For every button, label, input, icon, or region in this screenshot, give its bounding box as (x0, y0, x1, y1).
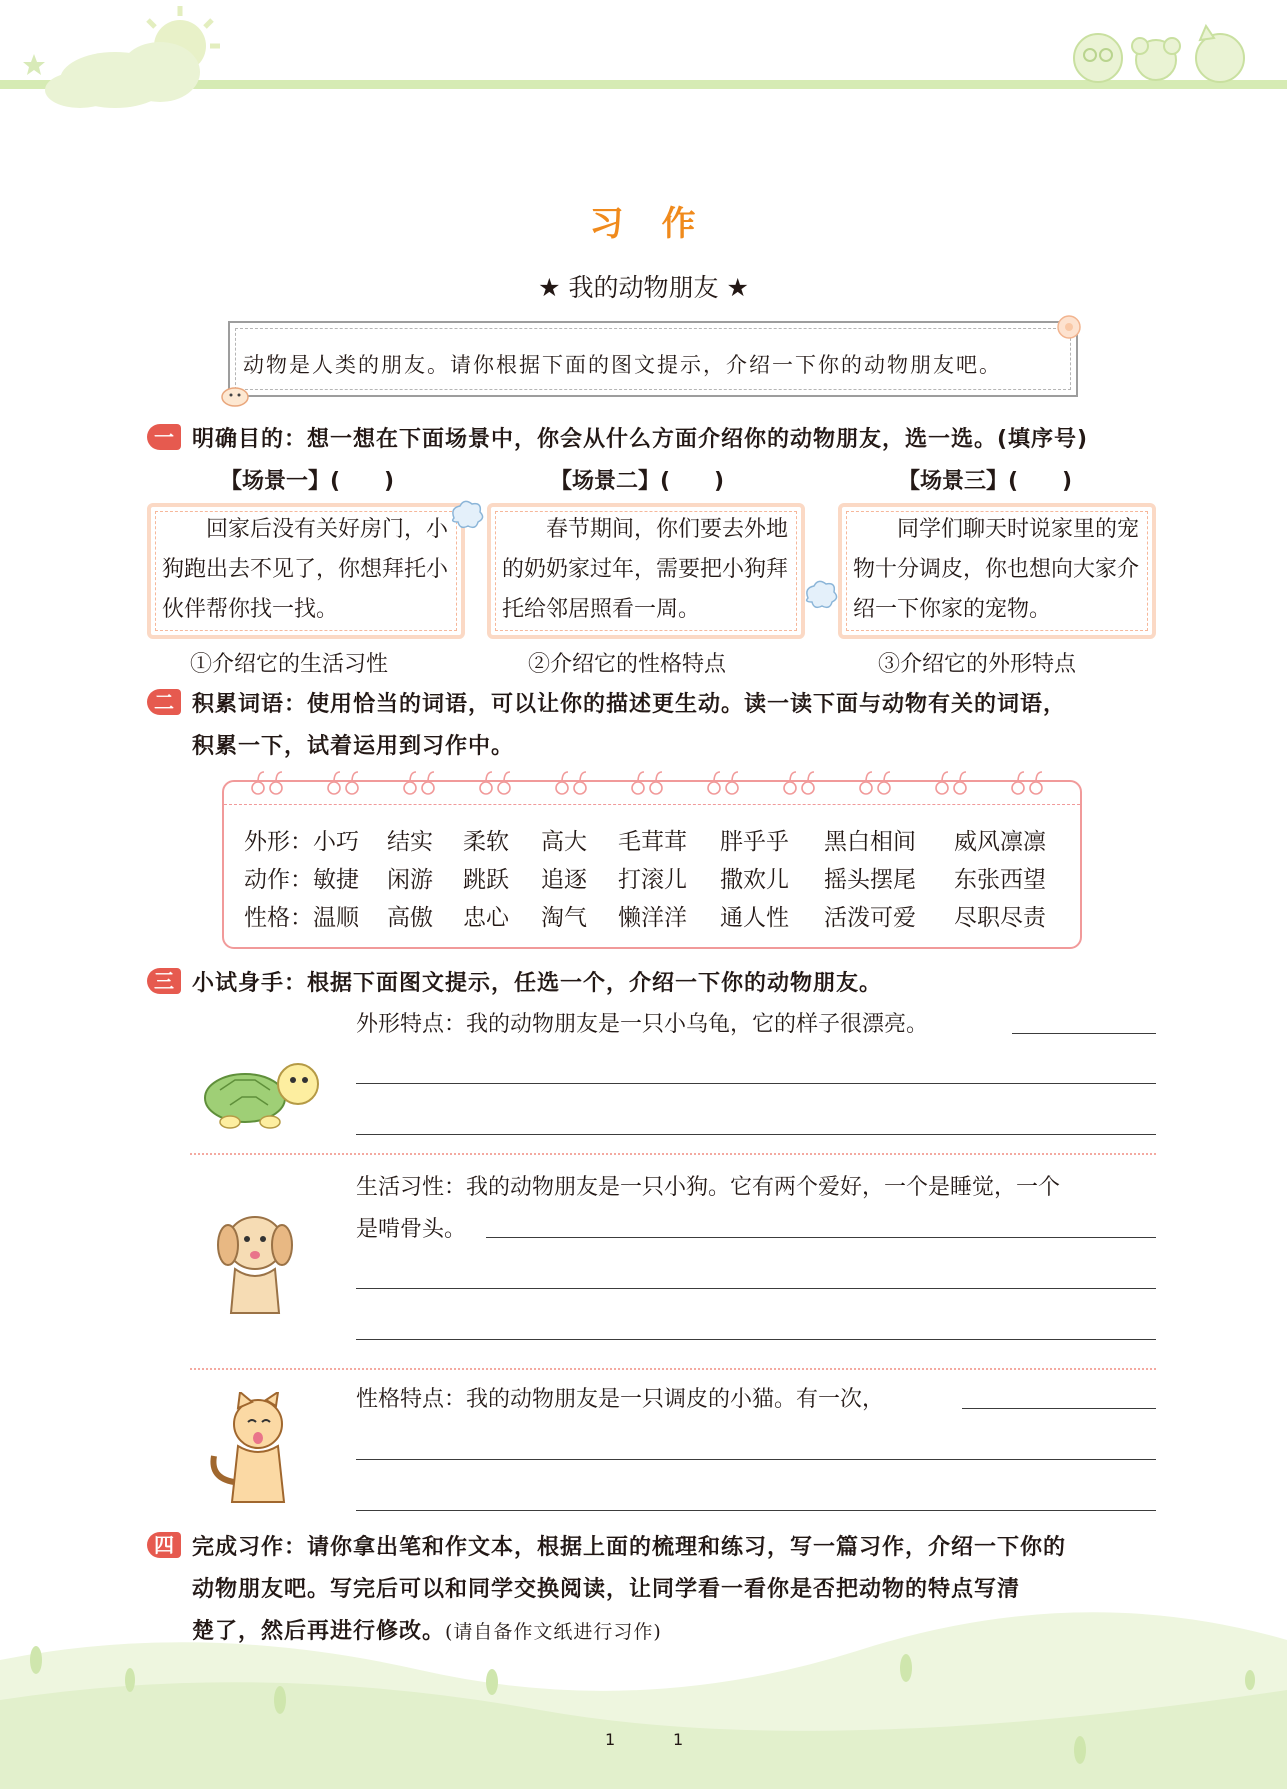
vocab-word: 打滚儿 (618, 867, 687, 893)
vocab-word: 跳跃 (463, 867, 509, 893)
dog-icon (210, 1205, 300, 1325)
scene-1-label: 【场景一】( ) (220, 469, 395, 494)
vocab-word: 摇头摆尾 (824, 867, 916, 893)
prompt-appearance: 外形特点：我的动物朋友是一只小乌龟，它的样子很漂亮。 (356, 1012, 929, 1037)
vocab-word: 外形：小巧 (244, 829, 359, 855)
section4-instruction-line2: 动物朋友吧。写完后可以和同学交换阅读，让同学看一看你是否把动物的特点写清 (192, 1577, 1021, 1602)
scene-2-label: 【场景二】( ) (550, 469, 725, 494)
cloud-connector-icon (446, 496, 486, 536)
turtle-icon (190, 1050, 325, 1130)
grass-footer (0, 1600, 1287, 1789)
page-number: 1 (673, 1730, 684, 1749)
vocab-word: 黑白相间 (824, 829, 916, 855)
vocab-word: 活泼可爱 (824, 905, 916, 931)
section-separator (190, 1153, 1156, 1155)
scene-1-text: 回家后没有关好房门，小狗跑出去不见了，你想拜托小伙伴帮你找一找。 (162, 517, 449, 622)
vocab-word: 尽职尽责 (954, 905, 1046, 931)
writing-line[interactable] (486, 1237, 1156, 1238)
prompt-habits-line2: 是啃骨头。 (356, 1217, 467, 1242)
vocab-word: 通人性 (720, 905, 789, 931)
section3-instruction: 小试身手：根据下面图文提示，任选一个，介绍一下你的动物朋友。 (192, 971, 883, 996)
cat-icon (206, 1392, 302, 1512)
writing-line[interactable] (1012, 1033, 1156, 1034)
section-badge-3: 三 (147, 968, 181, 994)
scene-2-text: 春节期间，你们要去外地的奶奶家过年，需要把小狗拜托给邻居照看一周。 (502, 517, 789, 622)
writing-line[interactable] (962, 1408, 1156, 1409)
writing-line[interactable] (356, 1288, 1156, 1289)
vocab-word: 柔软 (463, 829, 509, 855)
option-2: ②介绍它的性格特点 (528, 652, 727, 677)
intro-text: 动物是人类的朋友。请你根据下面的图文提示，介绍一下你的动物朋友吧。 (243, 353, 1002, 377)
vocab-word: 淘气 (541, 905, 587, 931)
page-number: 1 (605, 1730, 616, 1749)
section-separator (190, 1368, 1156, 1370)
vocab-word: 东张西望 (954, 867, 1046, 893)
section4-instruction-line1: 完成习作：请你拿出笔和作文本，根据上面的梳理和练习，写一篇习作，介绍一下你的 (192, 1535, 1067, 1560)
sun-cloud-icon (20, 0, 240, 115)
section1-instruction: 明确目的：想一想在下面场景中，你会从什么方面介绍你的动物朋友，选一选。(填序号) (192, 427, 1089, 452)
section2-instruction-line2: 积累一下，试着运用到习作中。 (192, 734, 515, 759)
vocab-word: 毛茸茸 (618, 829, 687, 855)
writing-line[interactable] (356, 1459, 1156, 1460)
vocab-word: 忠心 (463, 905, 509, 931)
vocab-word: 威风凛凛 (954, 829, 1046, 855)
vocab-word: 性格：温顺 (244, 905, 359, 931)
prompt-personality: 性格特点：我的动物朋友是一只调皮的小猫。有一次， (356, 1387, 885, 1412)
vocab-word: 结实 (387, 829, 433, 855)
prompt-habits-line1: 生活习性：我的动物朋友是一只小狗。它有两个爱好，一个是睡觉，一个 (356, 1175, 1061, 1200)
chick-icon (218, 382, 252, 408)
page-title: 习 作 (589, 204, 698, 244)
writing-line[interactable] (356, 1510, 1156, 1511)
section2-instruction-line1: 积累词语：使用恰当的词语，可以让你的描述更生动。读一读下面与动物有关的词语， (192, 692, 1067, 717)
vocab-word: 追逐 (541, 867, 587, 893)
vocab-word: 懒洋洋 (618, 905, 687, 931)
flower-icon (1052, 312, 1086, 342)
page-subtitle: ★ 我的动物朋友 ★ (538, 273, 749, 302)
section-badge-1: 一 (147, 424, 181, 450)
vocab-word: 高傲 (387, 905, 433, 931)
section4-note: (请自备作文纸进行习作) (445, 1621, 662, 1643)
vocab-word: 动作：敏捷 (244, 867, 359, 893)
spiral-rings (240, 768, 1080, 800)
writing-line[interactable] (356, 1083, 1156, 1084)
section-badge-4: 四 (147, 1532, 181, 1558)
vocab-word: 高大 (541, 829, 587, 855)
animal-faces-icon (1060, 20, 1260, 90)
vocab-word: 胖乎乎 (720, 829, 789, 855)
scene-3-text: 同学们聊天时说家里的宠物十分调皮，你也想向大家介绍一下你家的宠物。 (853, 517, 1140, 622)
vocab-divider (224, 804, 1080, 805)
option-1: ①介绍它的生活习性 (190, 652, 389, 677)
writing-line[interactable] (356, 1339, 1156, 1340)
option-3: ③介绍它的外形特点 (878, 652, 1077, 677)
vocab-word: 撒欢儿 (720, 867, 789, 893)
cloud-connector-icon (800, 576, 840, 616)
vocab-word: 闲游 (387, 867, 433, 893)
section-badge-2: 二 (147, 689, 181, 715)
scene-3-label: 【场景三】( ) (898, 469, 1073, 494)
writing-line[interactable] (356, 1134, 1156, 1135)
section4-line3-text: 楚了，然后再进行修改。 (192, 1619, 446, 1644)
